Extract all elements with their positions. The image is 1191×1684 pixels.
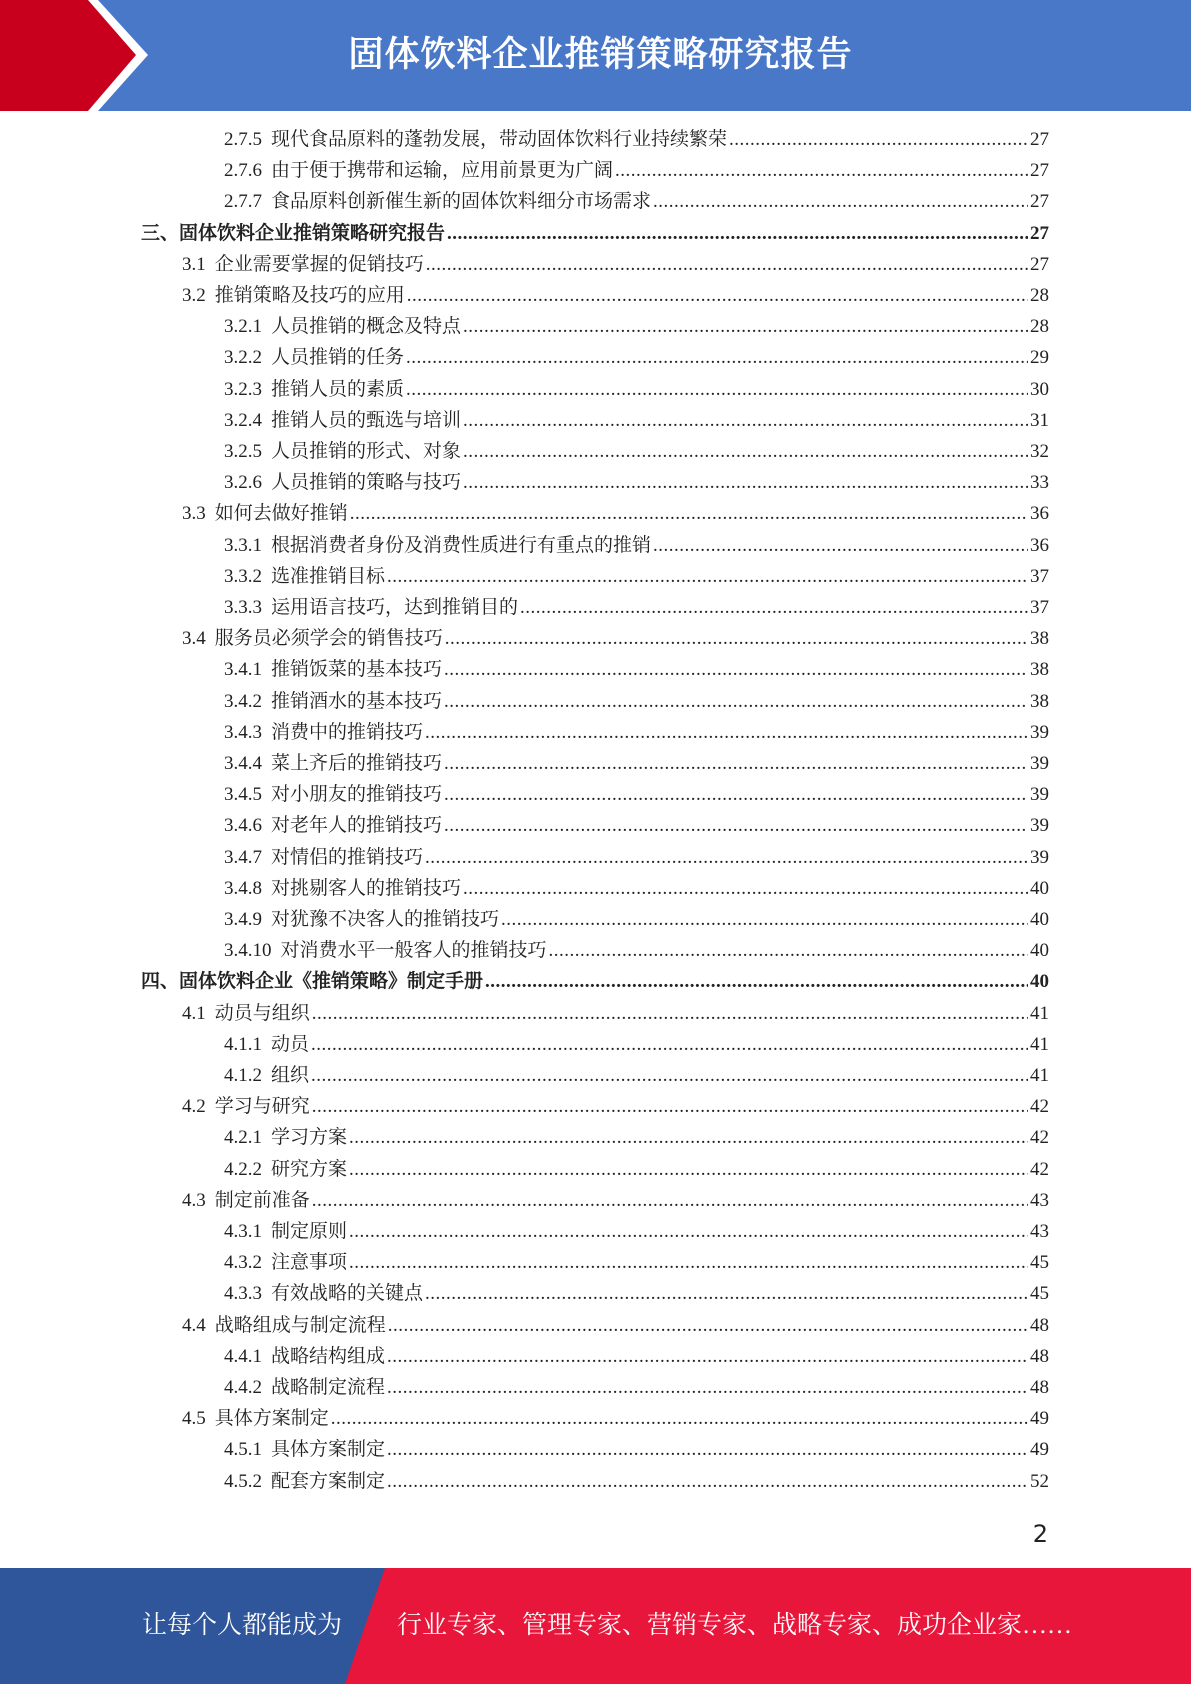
toc-dot-leader [331,1403,1028,1434]
toc-entry[interactable] [141,218,1049,249]
toc-entry-page: 39 [1030,721,1049,743]
toc-entry[interactable] [224,530,1049,561]
toc-dot-leader [447,218,1028,249]
toc-entry-title: 人员推销的形式、对象 [271,441,462,462]
footer-slogan-right: 行业专家、管理专家、营销专家、战略专家、成功企业家…… [397,1612,1073,1639]
toc-entry-title: 组织 [271,1065,310,1086]
toc-entry-page: 33 [1030,472,1049,494]
toc-entry-page: 28 [1030,285,1049,306]
toc-entry-number: 3.4.1 [224,659,262,681]
toc-entry-number: 3.1 [182,253,206,275]
toc-dot-leader [387,561,1028,592]
toc-entry-title: 现代食品原料的蓬勃发展，带动固体饮料行业持续繁荣 [271,129,728,150]
toc-entry-page: 40 [1030,940,1049,962]
toc-entry-number: 3.2.3 [224,378,262,400]
toc-dot-leader [485,966,1028,997]
toc-entry[interactable] [224,1060,1049,1091]
toc-entry-number: 4.2 [182,1096,206,1118]
toc-dot-leader [349,1122,1028,1153]
toc-entry-page: 41 [1030,1065,1049,1086]
toc-entry[interactable] [224,342,1049,373]
toc-dot-leader [463,873,1028,904]
toc-entry[interactable] [141,966,1049,997]
toc-entry[interactable] [182,280,1049,311]
toc-entry[interactable] [224,1278,1049,1309]
toc-entry-page: 49 [1030,1408,1049,1430]
page-header [0,0,1191,111]
toc-entry[interactable] [224,654,1049,685]
toc-dot-leader [444,810,1028,841]
toc-entry-page: 39 [1030,753,1049,774]
toc-entry-number: 3.4.10 [224,940,272,962]
toc-entry-title: 配套方案制定 [271,1470,386,1492]
toc-entry[interactable] [224,810,1049,841]
toc-entry[interactable] [224,1029,1049,1060]
toc-entry[interactable] [224,311,1049,342]
toc-dot-leader [312,998,1028,1029]
toc-entry-title: 具体方案制定 [271,1439,386,1461]
toc-entry-title: 动员 [271,1033,310,1055]
toc-entry-number: 4.5 [182,1408,206,1430]
toc-entry[interactable] [224,561,1049,592]
toc-entry-page: 43 [1030,1221,1049,1242]
toc-dot-leader [387,1434,1028,1465]
toc-entry-number: 3.2.5 [224,441,262,462]
toc-entry[interactable] [224,1247,1049,1278]
toc-entry-number: 4.3.3 [224,1283,262,1305]
toc-entry-title: 对小朋友的推销技巧 [271,784,443,806]
toc-entry-page: 48 [1030,1377,1049,1398]
toc-dot-leader [387,1466,1028,1497]
toc-entry-page: 36 [1030,503,1049,525]
toc-entry[interactable] [182,1403,1049,1434]
toc-dot-leader [425,1278,1028,1309]
toc-entry[interactable] [224,124,1049,155]
toc-dot-leader [463,405,1028,436]
toc-entry-number: 4.1 [182,1002,206,1024]
toc-entry-number: 2.7.7 [224,191,262,213]
toc-entry-number: 4.1.1 [224,1033,262,1055]
toc-entry-number: 3.2.6 [224,472,262,494]
toc-dot-leader [426,249,1028,280]
page-number: 2 [1032,1520,1048,1548]
toc-entry-title: 由于便于携带和运输，应用前景更为广阔 [271,160,614,182]
toc-entry[interactable] [224,467,1049,498]
toc-entry[interactable] [224,1154,1049,1185]
toc-entry-page: 27 [1030,222,1049,244]
toc-dot-leader [349,1216,1028,1247]
toc-entry-title: 选准推销目标 [271,565,386,587]
toc-entry-page: 42 [1030,1096,1049,1118]
toc-entry[interactable] [182,623,1049,654]
toc-entry[interactable] [224,405,1049,436]
toc-dot-leader [653,530,1028,561]
toc-entry-title: 人员推销的策略与技巧 [271,472,462,494]
toc-entry[interactable] [224,436,1049,467]
toc-entry-number: 3.4 [182,628,206,650]
toc-dot-leader [463,436,1028,467]
toc-entry-number: 3.2 [182,285,206,306]
toc-entry-title: 对犹豫不决客人的推销技巧 [271,909,500,930]
toc-entry-page: 27 [1030,160,1049,182]
toc-entry-number: 4.4 [182,1314,206,1336]
toc-entry-page: 39 [1030,846,1049,868]
toc-dot-leader [406,374,1028,405]
toc-entry-title: 学习与研究 [214,1096,310,1118]
toc-entry-page: 38 [1030,628,1049,650]
footer-slogan-left: 让每个人都能成为 [142,1612,343,1639]
toc-entry[interactable] [224,935,1049,966]
toc-entry-title: 三、固体饮料企业推销策略研究报告 [141,222,446,244]
toc-entry-title: 推销策略及技巧的应用 [214,285,405,306]
toc-entry-title: 战略组成与制定流程 [214,1314,386,1336]
toc-dot-leader [388,1310,1028,1341]
toc-entry-title: 如何去做好推销 [214,503,348,525]
toc-entry-page: 37 [1030,597,1049,618]
toc-entry-number: 3.3.3 [224,597,262,618]
toc-entry-page: 41 [1030,1033,1049,1055]
toc-entry-number: 3.4.3 [224,721,262,743]
toc-dot-leader [549,935,1028,966]
toc-entry-title: 有效战略的关键点 [271,1283,424,1305]
toc-entry-page: 30 [1030,378,1049,400]
toc-entry-number: 4.4.2 [224,1377,262,1398]
toc-entry-number: 3.3.2 [224,565,262,587]
toc-entry[interactable] [182,249,1049,280]
toc-entry[interactable] [224,717,1049,748]
toc-entry-page: 39 [1030,784,1049,806]
toc-entry-number: 4.3.1 [224,1221,262,1242]
toc-entry-number: 2.7.6 [224,160,262,182]
toc-entry[interactable] [224,1341,1049,1372]
toc-entry[interactable] [224,1466,1049,1497]
toc-entry-page: 32 [1030,441,1049,462]
toc-dot-leader [311,1060,1028,1091]
toc-entry[interactable] [224,1372,1049,1403]
toc-dot-leader [463,467,1028,498]
toc-entry-number: 4.2.2 [224,1158,262,1180]
toc-entry-title: 食品原料创新催生新的固体饮料细分市场需求 [271,191,652,213]
toc-entry-title: 推销人员的素质 [271,378,405,400]
toc-entry-title: 人员推销的任务 [271,347,405,369]
toc-entry-page: 42 [1030,1158,1049,1180]
toc-entry-page: 43 [1030,1189,1049,1211]
toc-entry[interactable] [224,779,1049,810]
toc-entry-number: 3.4.7 [224,846,262,868]
toc-entry-number: 4.4.1 [224,1345,262,1367]
toc-entry-page: 29 [1030,347,1049,369]
toc-entry-number: 3.4.2 [224,690,262,712]
toc-dot-leader [444,654,1028,685]
toc-entry-number: 3.3.1 [224,534,262,556]
toc-entry[interactable] [224,748,1049,779]
toc-dot-leader [520,592,1028,623]
toc-entry-title: 对老年人的推销技巧 [271,815,443,837]
toc-entry-page: 45 [1030,1252,1049,1274]
toc-entry[interactable] [224,592,1049,623]
toc-dot-leader [407,280,1028,311]
toc-dot-leader [406,342,1028,373]
toc-dot-leader [425,842,1028,873]
toc-entry[interactable] [224,873,1049,904]
toc-entry-page: 36 [1030,534,1049,556]
toc-entry[interactable] [224,1122,1049,1153]
toc-entry[interactable] [182,498,1049,529]
toc-entry-page: 27 [1030,129,1049,150]
toc-dot-leader [729,124,1028,155]
toc-entry-title: 消费中的推销技巧 [271,721,424,743]
toc-dot-leader [444,686,1028,717]
toc-entry-title: 服务员必须学会的销售技巧 [214,628,443,650]
toc-entry-page: 28 [1030,316,1049,338]
toc-entry-number: 4.3 [182,1189,206,1211]
toc-entry-title: 具体方案制定 [214,1408,329,1430]
toc-entry-number: 3.4.4 [224,753,262,774]
toc-dot-leader [312,1091,1028,1122]
toc-entry-title: 推销饭菜的基本技巧 [271,659,443,681]
toc-entry-title: 制定原则 [271,1221,348,1242]
toc-entry-number: 2.7.5 [224,129,262,150]
toc-dot-leader [463,311,1028,342]
toc-dot-leader [501,904,1028,935]
toc-entry-page: 39 [1030,815,1049,837]
toc-entry-page: 38 [1030,659,1049,681]
toc-dot-leader [311,1029,1028,1060]
toc-entry-title: 根据消费者身份及消费性质进行有重点的推销 [271,534,652,556]
toc-dot-leader [444,779,1028,810]
toc-entry-number: 3.4.8 [224,877,262,899]
toc-dot-leader [615,155,1028,186]
toc-entry-title: 对挑剔客人的推销技巧 [271,877,462,899]
toc-entry-title: 研究方案 [271,1158,348,1180]
toc-dot-leader [387,1341,1028,1372]
toc-dot-leader [444,748,1028,779]
toc-entry-title: 企业需要掌握的促销技巧 [214,253,424,275]
toc-entry-page: 45 [1030,1283,1049,1305]
toc-entry-title: 人员推销的概念及特点 [271,316,462,338]
toc-entry[interactable] [182,1091,1049,1122]
toc-entry-number: 3.2.2 [224,347,262,369]
page-footer [0,1568,1191,1684]
toc-entry-title: 四、固体饮料企业《推销策略》制定手册 [141,971,484,993]
toc-entry-page: 38 [1030,690,1049,712]
toc-entry-title: 注意事项 [271,1252,348,1274]
toc-entry-title: 推销人员的甄选与培训 [271,409,462,431]
toc-dot-leader [653,186,1028,217]
toc-entry-page: 27 [1030,253,1049,275]
toc-entry-page: 40 [1030,909,1049,930]
toc-entry-number: 3.4.5 [224,784,262,806]
toc-entry-title: 运用语言技巧，达到推销目的 [271,597,519,618]
toc-entry-page: 40 [1030,971,1049,993]
toc-entry-page: 27 [1030,191,1049,213]
toc-dot-leader [425,717,1028,748]
toc-entry-number: 3.2.4 [224,409,262,431]
toc-entry-number: 4.5.2 [224,1470,262,1492]
toc-dot-leader [350,498,1028,529]
toc-entry-number: 4.2.1 [224,1127,262,1149]
toc-entry-number: 3.4.9 [224,909,262,930]
toc-entry-page: 41 [1030,1002,1049,1024]
toc-entry-title: 对情侣的推销技巧 [271,846,424,868]
toc-entry-title: 推销酒水的基本技巧 [271,690,443,712]
toc-entry-title: 战略结构组成 [271,1345,386,1367]
toc-entry-page: 37 [1030,565,1049,587]
toc-entry-title: 制定前准备 [214,1189,310,1211]
toc-entry[interactable] [224,842,1049,873]
toc-entry-number: 4.5.1 [224,1439,262,1461]
toc-entry-page: 48 [1030,1345,1049,1367]
toc-entry-page: 40 [1030,877,1049,899]
toc-entry[interactable] [224,186,1049,217]
toc-entry-page: 31 [1030,409,1049,431]
toc-dot-leader [445,623,1028,654]
toc-entry[interactable] [224,686,1049,717]
toc-entry-title: 学习方案 [271,1127,348,1149]
toc-entry-number: 3.3 [182,503,206,525]
toc-entry[interactable] [182,998,1049,1029]
header-title: 固体饮料企业推销策略研究报告 [348,35,853,75]
toc-dot-leader [312,1185,1028,1216]
toc-entry-page: 49 [1030,1439,1049,1461]
toc-entry-title: 动员与组织 [214,1002,310,1024]
toc-dot-leader [349,1247,1028,1278]
toc-entry-title: 对消费水平一般客人的推销技巧 [280,940,547,962]
toc-entry-title: 战略制定流程 [271,1377,386,1398]
toc-entry-number: 4.3.2 [224,1252,262,1274]
toc-entry[interactable] [224,155,1049,186]
toc-entry-page: 48 [1030,1314,1049,1336]
toc-entry[interactable] [224,374,1049,405]
toc-entry[interactable] [224,904,1049,935]
toc-dot-leader [349,1154,1028,1185]
toc-entry[interactable] [182,1310,1049,1341]
toc-entry-title: 菜上齐后的推销技巧 [271,753,443,774]
toc-entry-number: 3.2.1 [224,316,262,338]
toc-entry[interactable] [182,1185,1049,1216]
toc-entry-page: 52 [1030,1470,1049,1492]
toc-entry[interactable] [224,1216,1049,1247]
toc-entry-number: 4.1.2 [224,1065,262,1086]
toc-entry-number: 3.4.6 [224,815,262,837]
toc-entry-page: 42 [1030,1127,1049,1149]
toc-entry[interactable] [224,1434,1049,1465]
toc-dot-leader [387,1372,1028,1403]
